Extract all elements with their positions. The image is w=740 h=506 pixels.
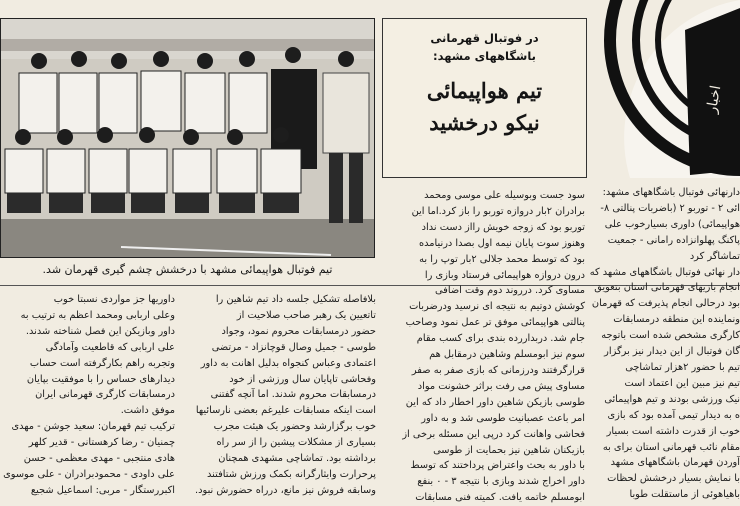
logo-text: اخبار bbox=[703, 84, 725, 115]
team-photo bbox=[0, 18, 375, 258]
article-column-mid-left: بلافاصله تشکیل جلسه داد تیم شاهین را تاتعیین یک رهبر صاحب صلاحیت از حضور درمسابقات محروم نمود، وجواد طوسی - جمیل وصال قوچانزاد - مرتضی اعتمادی وعباس کنجواه بدلیل اهانت به داور وفحاشی تاپایان سال ورزشی از خود درمسابقات محروم شدند. اما آنچه گفتنی است اینکه مسابقات علیرغم بعضی نارسائیها خوب برگزارشد وحضور یک هیئت مجرب بسیاری از مشکلات پیشین را از سر راه برداشته بود. تماشاچی مشهدی همچنان پرحرارت وایثارگرانه بکمک ورزش شتافتند وسابقه فروش نیز مانع، درراه حضورش نبود. bbox=[195, 294, 376, 496]
headline-title bbox=[383, 75, 586, 139]
title-line-2: نیکو درخشید bbox=[429, 110, 540, 135]
article-column-mid-right: سود جست وبوسیله علی موسی ومحمد برادران ۲بار دروازه توربو را باز کرد.اما این توربو بود که زوجه خویش رااز دست نداد وهنوز سوت پایان نیمه اول بصدا درنیامده بود که توسط محمد جلالی ۲بار توپ را به درون دروازه هواپیمائی فرستاد وبازی را مساوی کرد. درروند دوم وقت اضافی کوشش دوتیم به نتیجه ای نرسید ودرضربات پنالتی هواپیمائی موفق تر عمل نمود وصاحب جام شد. دربداررده بندی برای کسب مقام سوم نیز ابومسلم وشاهین درمقابل هم قرارگرفتند ودرزمانی که بازی صفر به صفر مساوی پیش می رفت براثر خشونت مواد طوسی بازیکن شاهین داور اخطار داد که این امر باعث عصبانیت طوسی شد و به داور فحاشی واهانت کرد درپی این مسئله برخی از بازیکنان شاهین نیز بحمایت از طوسی با داور به بحث واعتراض پرداختند که توسط داور اخراج شدند وبازی با نتیجه ۳ - ۰ بنفع ابومسلم خاتمه یافت. کمیته فنی مسابقات bbox=[402, 190, 585, 504]
kicker-line-2: باشگاههای مشهد: bbox=[432, 49, 537, 63]
kicker-line-1: در فوتبال قهرمانی bbox=[430, 31, 539, 45]
section-logo bbox=[590, 0, 740, 178]
headline-box bbox=[382, 18, 587, 178]
article-column-left: داوریها جز مواردی نسبتا خوب وعلی اربابی ومحمد اعظم به ترتیب به داور وبازیکن این فصل شناخته شدند. علی اربابی که قاطعیت وآمادگی وتجربه راهم بکارگرفته است حساب دیدارهای حساس را با موفقیت بپایان درمسابقات کارگری قهرمانی ایران موفق داشت. ترکیب تیم قهرمان: سعید جوشن - مهدی چمنیان - رضا کرهستانی - قدیر کلهر هادی منتجبی - مهدی معظمی - حسن علی داودی - محمودبرادران - علی موسوی اکبررستگار - مربی: اسماعیل شجیع bbox=[3, 294, 175, 496]
title-line-1: تیم هواپیمائی bbox=[426, 78, 543, 103]
headline-kicker bbox=[383, 29, 586, 65]
team-photo-image bbox=[1, 19, 374, 257]
photo-caption: تیم فوتبال هواپیمائی مشهد با درخشش چشم گیری قهرمان شد. bbox=[42, 263, 333, 276]
article-column-right: دارنهائی فوتبال باشگاههای مشهد: ائی ۲ - توربو ۲ (باضربات پنالتی ۸- هواپیمائی) داوری بسیارخوب علی پاکنگ پهلوانزاده رامانی - جمعیت تماشاگر کرد دار نهائی فوتبال باشگاههای مشهد که انجام بازیهای قهرمانی استان بتعویق بود درحالی انجام پذیرفت که قهرمان ونماینده این منطقه درمسابقات کارگری مشخص شده است باتوجه گان فوتبال از این دیدار نیز برگزار تیم با حضور ۲هزار تماشاچی تیم نیز مبین این اعتماد است نیک ورزشی بودند و تیم هواپیمائی ه به دیدار تیمی آمده بود که بازی خوب از قدرت داشته است بسیار مقام نائب قهرمانی استان برای به آوردن قهرمان باشگاههای مشهد با نمایش بسیار درخشش لحظات باهیاهوئی از ماستقلت طوبا bbox=[589, 187, 740, 501]
